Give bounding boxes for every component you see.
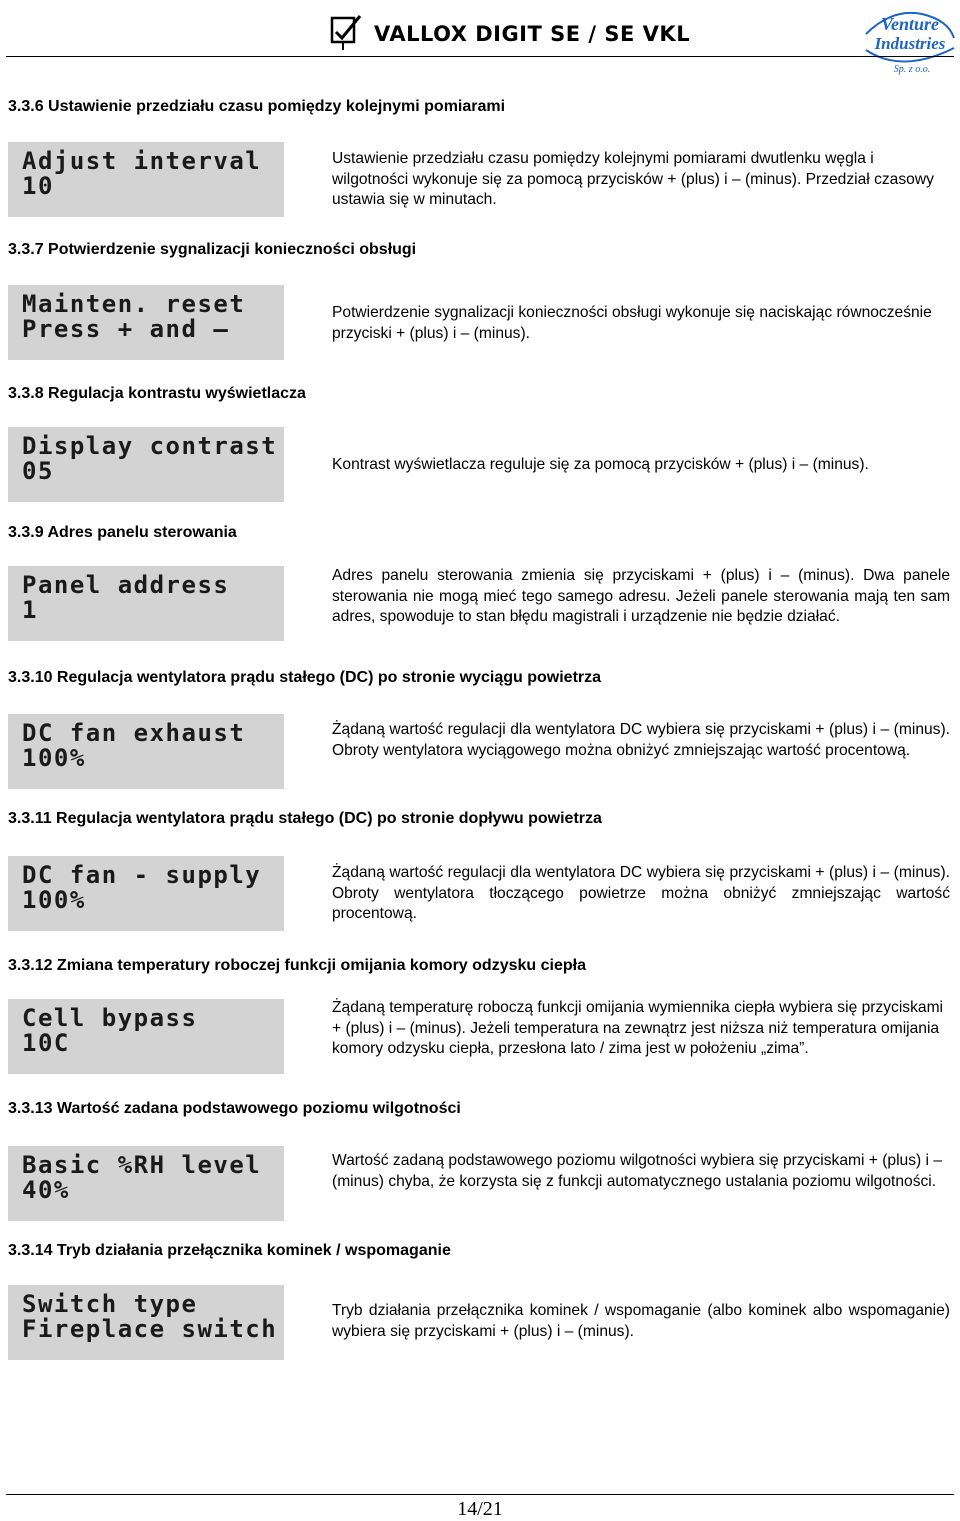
lcd-display [8, 142, 284, 217]
section-description: Kontrast wyświetlacza reguluje się za pomocą przycisków + (plus) i – (minus). [332, 456, 869, 473]
header-divider [6, 56, 954, 57]
lcd-line-2: Fireplace switch [22, 1315, 278, 1343]
section-description: Potwierdzenie sygnalizacji konieczności obsługi wykonuje się naciskając równocześnie przyciski + (plus) i – (minus). [332, 304, 932, 342]
section-description: Wartość zadaną podstawowego poziomu wilgotności wybiera się przyciskami + (plus) i – (minus) chyba, że korzysta się z funkcji automatycznego ustalania poziomu wilgotności. [332, 1152, 943, 1190]
lcd-line-1: Basic %RH level [22, 1151, 262, 1179]
section-heading: 3.3.12 Zmiana temperatury roboczej funkcji omijania komory odzysku ciepła [8, 957, 586, 974]
section-heading: 3.3.7 Potwierdzenie sygnalizacji konieczności obsługi [8, 241, 417, 258]
section-heading: 3.3.13 Wartość zadana podstawowego poziomu wilgotności [8, 1100, 461, 1117]
venture-logo-sub: Sp. z o.o. [893, 64, 931, 75]
footer-divider [6, 1494, 954, 1495]
section-description: Żądaną wartość regulacji dla wentylatora DC wybiera się przyciskami + (plus) i – (minus). Obroty wentylatora tłoczącego powietrze można obniżyć zmniejszając wartość procentową. [332, 864, 950, 922]
lcd-line-2: 100% [22, 886, 86, 914]
lcd-display [8, 566, 284, 641]
lcd-display [8, 427, 284, 502]
lcd-line-1: Mainten. reset [22, 290, 246, 318]
lcd-line-2: 1 [22, 596, 38, 624]
section-heading: 3.3.8 Regulacja kontrastu wyświetlacza [8, 385, 306, 402]
lcd-line-1: DC fan - supply [22, 861, 262, 889]
lcd-line-1: Display contrast [22, 432, 278, 460]
lcd-line-2: 40% [22, 1176, 70, 1204]
lcd-display [8, 1146, 284, 1221]
lcd-line-2: 10 [22, 172, 54, 200]
section-heading: 3.3.9 Adres panelu sterowania [8, 524, 237, 541]
section-heading: 3.3.14 Tryb działania przełącznika kominek / wspomaganie [8, 1242, 451, 1259]
section-description: Ustawienie przedziału czasu pomiędzy kolejnymi pomiarami dwutlenku węgla i wilgotności wykonuje się za pomocą przycisków + (plus) i – (minus). Przedział czasowy ustawia się w minutach. [332, 150, 934, 208]
lcd-display [8, 285, 284, 360]
vallox-logo-icon [330, 12, 364, 52]
section-heading: 3.3.6 Ustawienie przedziału czasu pomiędzy kolejnymi pomiarami [8, 98, 506, 115]
lcd-display [8, 856, 284, 931]
lcd-line-1: DC fan exhaust [22, 719, 246, 747]
lcd-line-2: 10C [22, 1029, 70, 1057]
lcd-line-1: Adjust interval [22, 147, 262, 175]
page-number: 14/21 [457, 1498, 503, 1520]
venture-logo-line1: Venture [880, 14, 940, 34]
venture-industries-logo [862, 4, 958, 76]
page-header [0, 0, 960, 84]
lcd-line-2: 100% [22, 744, 86, 772]
lcd-line-1: Switch type [22, 1290, 198, 1318]
venture-logo-line2: Industries [874, 34, 946, 53]
lcd-display [8, 1285, 284, 1360]
section-description: Żądaną temperaturę roboczą funkcji omijania wymiennika ciepła wybiera się przyciskami + (plus) i – (minus). Jeżeli temperatura na zewnątrz jest niższa niż temperatura omijania komory odzysku ciepła, przesłona lato / zima jest w położeniu „zima”. [332, 999, 944, 1057]
section-heading: 3.3.10 Regulacja wentylatora prądu stałego (DC) po stronie wyciągu powietrza [8, 669, 602, 686]
lcd-line-2: 05 [22, 457, 54, 485]
brand-title: VALLOX DIGIT SE / SE VKL [374, 22, 691, 46]
section-description: Adres panelu sterowania zmienia się przyciskami + (plus) i – (minus). Dwa panele sterowania nie mogą mieć tego samego adresu. Jeżeli panele sterowania mają ten sam adres, spowoduje to stan błędu magistrali i urządzenie nie będzie działać. [332, 567, 950, 625]
lcd-line-1: Panel address [22, 571, 230, 599]
lcd-line-2: Press + and – [22, 315, 230, 343]
lcd-display [8, 999, 284, 1074]
section-heading: 3.3.11 Regulacja wentylatora prądu stałego (DC) po stronie dopływu powietrza [8, 810, 602, 827]
lcd-line-1: Cell bypass [22, 1004, 198, 1032]
lcd-display [8, 714, 284, 789]
section-description: Żądaną wartość regulacji dla wentylatora DC wybiera się przyciskami + (plus) i – (minus). Obroty wentylatora wyciągowego można obniżyć zmniejszając wartość procentową. [332, 721, 950, 759]
section-description: Tryb działania przełącznika kominek / wspomaganie (albo kominek albo wspomaganie) wybiera się przyciskami + (plus) i – (minus). [332, 1302, 950, 1340]
